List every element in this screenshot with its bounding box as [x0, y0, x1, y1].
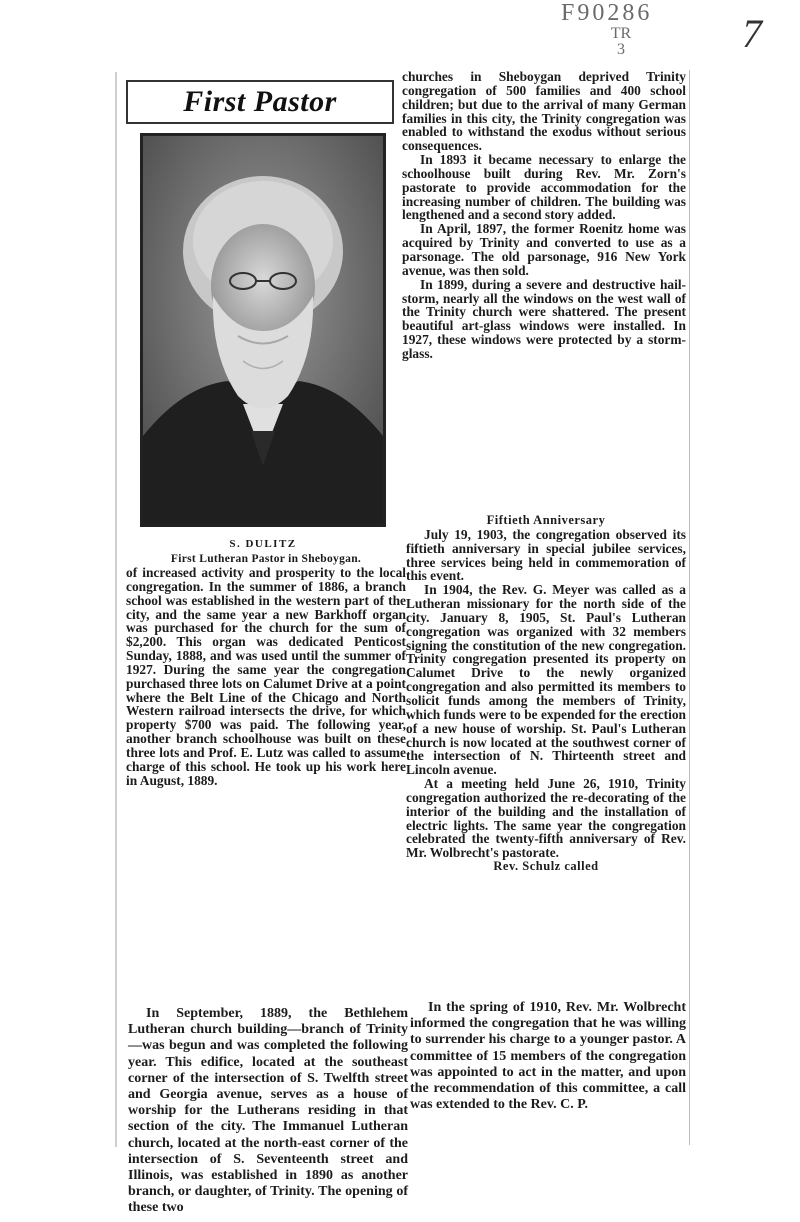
paragraph: In September, 1889, the Bethlehem Lutheran church building—branch of Trinity—was begun and was completed the following year. This edifice, located at the southeast corner of the intersection of S. Twelfth street and Georgia avenue, serves as a house of worship for the Lutherans residing in that section of the city. The Immanuel Lutheran church, located at the north-east corner of the intersection of S. Seventeenth street and Illinois, was established in 1890 as another branch, or daughter, of Trinity. The opening of these two	[128, 1006, 408, 1216]
catalog-annotation: F90286	[561, 0, 653, 26]
paragraph: In 1904, the Rev. G. Meyer was called as a Lutheran missionary for the north side of the city. January 8, 1905, St. Paul's Lutheran congregation was organized with 32 members signing the constitution of the new congregation. Trinity congregation presented its property on Calumet Drive to the newly organized congregation and also permitted its members to solicit funds among the members of Trinity, which funds were to be expended for the erection of a new house of worship. St. Paul's Lutheran church is now located at the southwest corner of the intersection of N. Thirteenth street and Lincoln avenue.	[406, 582, 686, 778]
clipping-edge	[115, 72, 117, 1147]
right-column-upper	[402, 70, 686, 361]
clipping-edge-right	[689, 70, 690, 1145]
paragraph: In 1899, during a severe and destructive hail-storm, nearly all the windows on the west wall of the Trinity church were shattered. The present beautiful art-glass windows were installed. In 1927, these windows were protected by a storm-glass.	[402, 276, 686, 361]
right-column-middle	[406, 514, 686, 874]
headline: First Pastor	[183, 85, 337, 118]
portrait-illustration	[143, 136, 383, 524]
paragraph: In 1893 it became necessary to enlarge the schoolhouse built during Rev. Mr. Zorn's pastorate to provide accommodation for the increasing number of children. The building was lengthened and a second story added.	[402, 152, 686, 223]
right-column-lower	[410, 1000, 686, 1113]
left-column-upper	[126, 566, 406, 788]
page-number: 7	[742, 11, 762, 56]
paragraph: of increased activity and prosperity to the local congregation. In the summer of 1886, a branch school was established in the western part of the city, and the same year a new Barkhoff organ was purchased for the church for the sum of $2,200. This organ was dedicated Penticost Sunday, 1888, and was used until the summer of 1927. During the same year the congregation purchased three lots on Calumet Drive at a point where the Belt Line of the Chicago and North Western railroad intersects the drive, for which property $700 was paid. The following year, another branch schoolhouse was built on these three lots and Prof. E. Lutz was called to assume charge of this school. He took up his work here in August, 1889.	[126, 565, 406, 788]
sub-annotation: TR 3	[610, 25, 632, 58]
portrait-caption-name: S. DULITZ	[229, 538, 297, 550]
subheading-rev-schulz-called: Rev. Schulz called	[493, 859, 599, 874]
portrait-caption-subtitle: First Lutheran Pastor in Sheboygan.	[170, 553, 362, 565]
subheading-fiftieth-anniversary: Fiftieth Anniversary	[486, 513, 606, 527]
paragraph: In April, 1897, the former Roenitz home was acquired by Trinity and converted to use as a parsonage. The old parsonage, 916 New York avenue, was then sold.	[402, 221, 686, 278]
paragraph: churches in Sheboygan deprived Trinity congregation of 500 families and 400 school children; but due to the arrival of many German families in this city, the Trinity congregation was enabled to withstand the exodus without serious consequences.	[402, 69, 686, 154]
left-column-lower	[128, 1006, 408, 1217]
paragraph: In the spring of 1910, Rev. Mr. Wolbrecht informed the congregation that he was willing to surrender his charge to a younger pastor. A committee of 15 members of the congregation was appointed to act in the matter, and upon the recommendation of this committee, a call was extended to the Rev. C. P.	[410, 1000, 686, 1113]
portrait-photo	[140, 133, 386, 527]
paragraph: July 19, 1903, the congregation observed its fiftieth anniversary in special jubilee services, three services being held in commemoration of this event.	[406, 526, 686, 584]
paragraph: At a meeting held June 26, 1910, Trinity congregation authorized the re-decorating of the interior of the building and the installation of electric lights. The same year the congregation celebrated the twenty-fifth anniversary of Rev. Mr. Wolbrecht's pastorate.	[406, 776, 686, 861]
headline-box	[126, 80, 394, 124]
